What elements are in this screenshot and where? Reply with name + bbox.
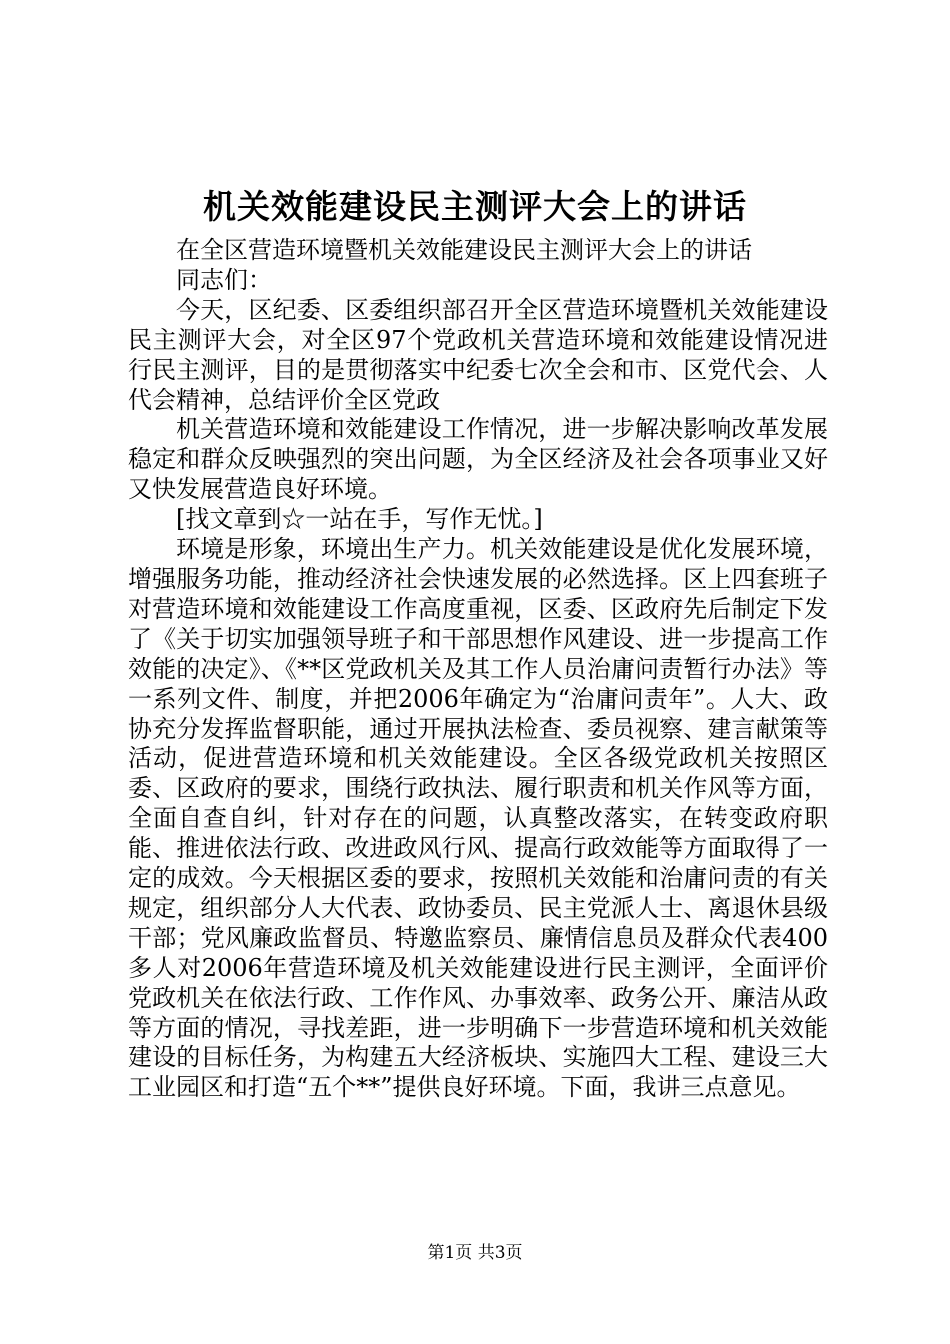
promo-paragraph: [找文章到☆一站在手，写作无忧。] <box>176 505 543 534</box>
subtitle-paragraph: 在全区营造环境暨机关效能建设民主测评大会上的讲话 <box>176 236 752 264</box>
salutation-paragraph: 同志们： <box>176 265 272 294</box>
document-body <box>128 236 828 1103</box>
page-footer: 第1页 共3页 <box>427 1243 523 1263</box>
body-paragraph: 今天，区纪委、区委组织部召开全区营造环境暨机关效能建设民主测评大会，对全区97个党政机关营造环境和效能建设情况进行民主测评，目的是贯彻落实中纪委七次全会和市、区党代会、人代会精神，总结评价全区党政 <box>128 295 828 414</box>
body-paragraph: 环境是形象，环境出生产力。机关效能建设是优化发展环境，增强服务功能，推动经济社会快速发展的必然选择。区上四套班子对营造环境和效能建设工作高度重视，区委、区政府先后制定下发了《关于切实加强领导班子和干部思想作风建设、进一步提高工作效能的决定》、《**区党政机关及其工作人员治庸问责暂行办法》等一系列文件、制度，并把2006年确定为“治庸问责年”。人大、政协充分发挥监督职能，通过开展执法检查、委员视察、建言献策等活动，促进营造环境和机关效能建设。全区各级党政机关按照区委、区政府的要求，围绕行政执法、履行职责和机关作风等方面，全面自查自纠，针对存在的问题，认真整改落实，在转变政府职能、推进依法行政、改进政风行风、提高行政效能等方面取得了一定的成效。今天根据区委的要求，按照机关效能和治庸问责的有关规定，组织部分人大代表、政协委员、民主党派人士、离退休县级干部；党风廉政监督员、特邀监察员、廉情信息员及群众代表400多人对2006年营造环境及机关效能建设进行民主测评，全面评价党政机关在依法行政、工作作风、办事效率、政务公开、廉洁从政等方面的情况，寻找差距，进一步明确下一步营造环境和机关效能建设的目标任务，为构建五大经济板块、实施四大工程、建设三大工业园区和打造“五个**”提供良好环境。下面，我讲三点意见。 <box>128 535 828 1102</box>
document-title: 机关效能建设民主测评大会上的讲话 <box>203 187 747 226</box>
body-paragraph: 机关营造环境和效能建设工作情况，进一步解决影响改革发展稳定和群众反映强烈的突出问题，为全区经济及社会各项事业又好又快发展营造良好环境。 <box>128 415 828 504</box>
